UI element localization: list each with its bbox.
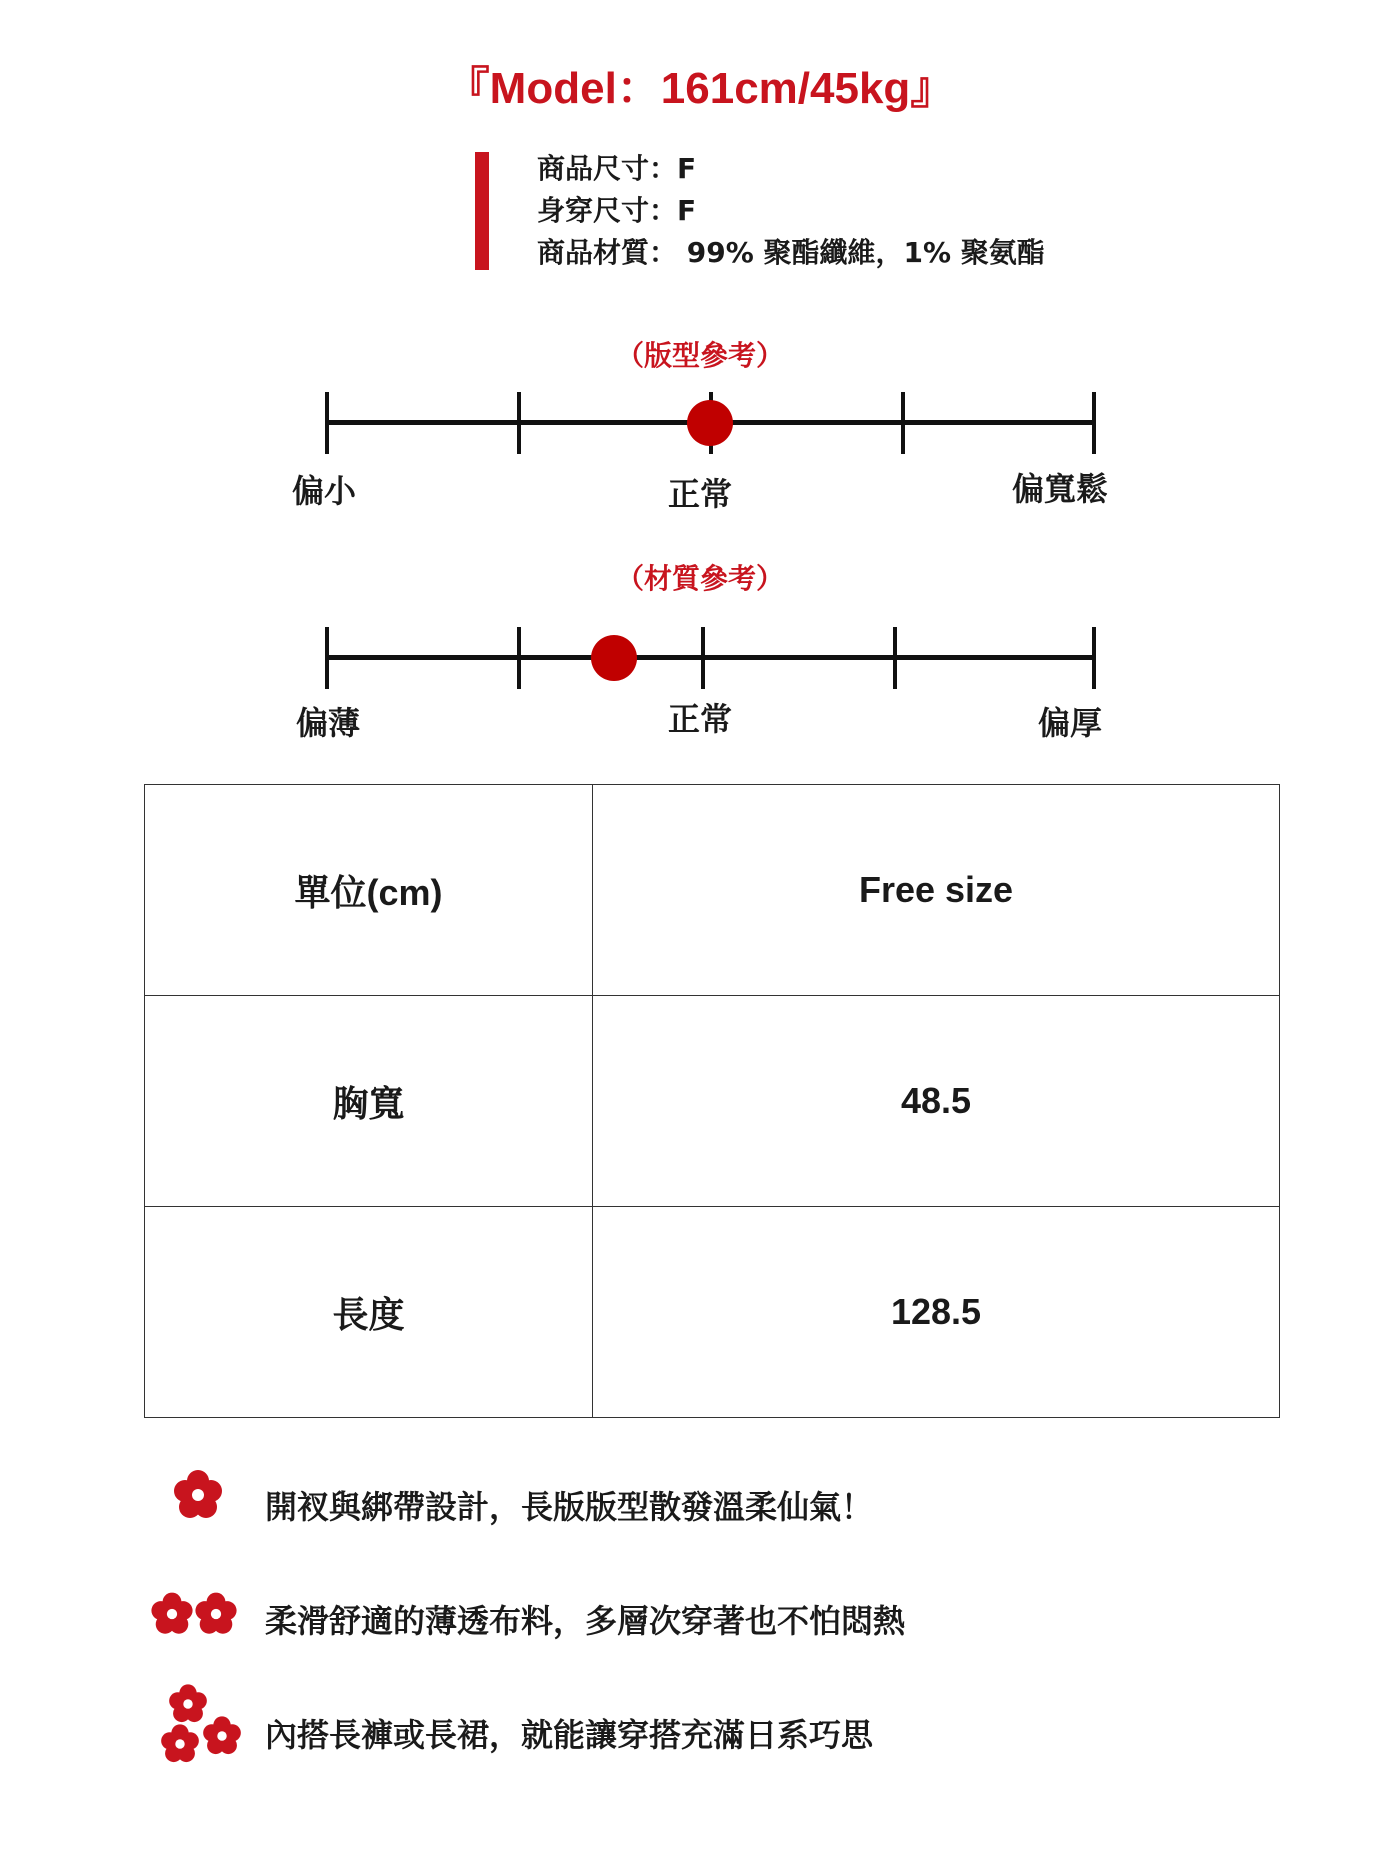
material-scale-line	[326, 655, 1094, 660]
material-scale-tick	[325, 627, 329, 689]
model-title: 『Model：161cm/45kg』	[445, 64, 955, 113]
table-cell-value: 48.5	[593, 996, 1280, 1207]
fit-label-loose: 偏寬鬆	[1012, 470, 1109, 508]
material-scale-marker	[591, 635, 637, 681]
fit-scale-tick	[517, 392, 521, 454]
table-row	[145, 1207, 1280, 1418]
material-scale-tick	[1092, 627, 1096, 689]
table-header-unit: 單位(cm)	[145, 785, 593, 996]
feature-item-3: 內搭長褲或長裙，就能讓穿搭充滿日系巧思	[265, 1716, 874, 1754]
flower-icon	[158, 1722, 202, 1766]
spec-material: 商品材質： 99% 聚酯纖維，1% 聚氨酯	[537, 236, 1045, 269]
material-scale-tick	[701, 627, 705, 689]
size-table	[144, 784, 1280, 1418]
flower-icon	[200, 1714, 244, 1758]
material-scale-title: （材質參考）	[615, 562, 784, 595]
fit-scale-marker	[687, 400, 733, 446]
material-label-normal: 正常	[668, 700, 733, 738]
flower-icon	[192, 1590, 240, 1638]
table-cell-label: 胸寬	[145, 996, 593, 1207]
spec-wear-size: 身穿尺寸：F	[537, 194, 697, 227]
fit-scale-tick	[1092, 392, 1096, 454]
table-row	[145, 996, 1280, 1207]
material-label-thick: 偏厚	[1038, 704, 1103, 742]
material-label-thin: 偏薄	[296, 704, 361, 742]
feature-item-2: 柔滑舒適的薄透布料，多層次穿著也不怕悶熱	[265, 1602, 906, 1640]
feature-item-1: 開衩與綁帶設計，長版版型散發溫柔仙氣！	[265, 1488, 874, 1526]
fit-scale-tick	[901, 392, 905, 454]
table-cell-value: 128.5	[593, 1207, 1280, 1418]
table-header-size: Free size	[593, 785, 1280, 996]
material-scale-tick	[893, 627, 897, 689]
fit-label-normal: 正常	[668, 475, 733, 513]
specs-accent-bar	[475, 152, 489, 270]
flower-icon	[170, 1467, 226, 1523]
table-header-row	[145, 785, 1280, 996]
flower-icon	[148, 1590, 196, 1638]
fit-scale-title: （版型參考）	[615, 339, 784, 372]
fit-label-small: 偏小	[292, 472, 357, 510]
material-scale-tick	[517, 627, 521, 689]
spec-product-size: 商品尺寸：F	[537, 152, 697, 185]
table-cell-label: 長度	[145, 1207, 593, 1418]
fit-scale-tick	[325, 392, 329, 454]
